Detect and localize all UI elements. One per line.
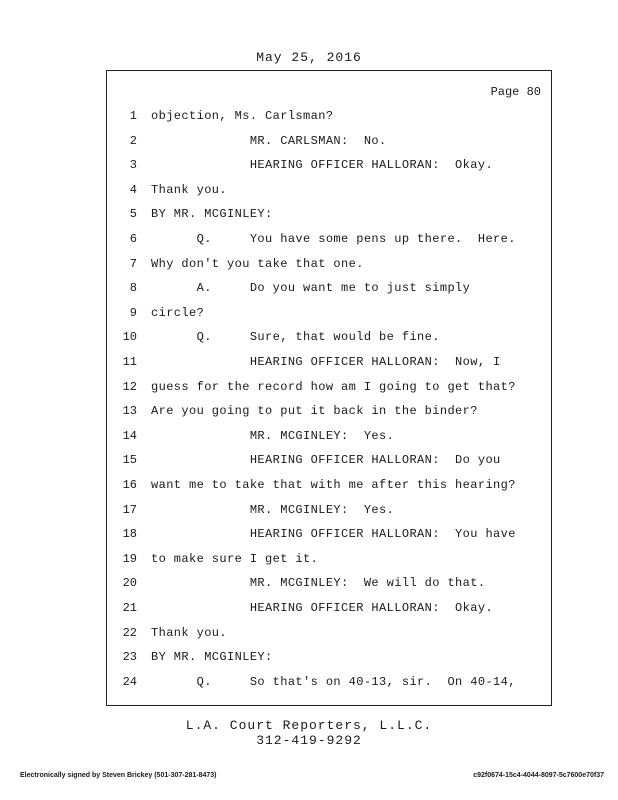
line-number: 8 <box>129 281 137 296</box>
line-number: 2 <box>129 133 137 148</box>
transcript-line: BY MR. MCGINLEY: <box>151 207 273 222</box>
line-number: 17 <box>122 502 137 517</box>
transcript-line: Q. So that's on 40-13, sir. On 40-14, <box>151 674 516 689</box>
electronic-signature: Electronically signed by Steven Brickey (501-307-281-8473) <box>20 772 217 779</box>
transcript-line: want me to take that with me after this hearing? <box>151 478 516 492</box>
line-number: 1 <box>129 109 137 123</box>
transcript-line: Q. Sure, that would be fine. <box>151 330 440 345</box>
line-number: 19 <box>122 551 137 566</box>
transcript-line: objection, Ms. Carlsman? <box>151 109 334 123</box>
transcript-line: to make sure I get it. <box>151 551 319 566</box>
line-number: 24 <box>122 674 137 689</box>
line-number: 6 <box>129 232 137 246</box>
transcript-line: Thank you. <box>151 182 228 197</box>
transcript-line: HEARING OFFICER HALLORAN: Now, I <box>151 355 501 369</box>
transcript-line: BY MR. MCGINLEY: <box>151 650 273 665</box>
court-reporter-name: L.A. Court Reporters, L.L.C. <box>185 718 433 733</box>
transcript-line: HEARING OFFICER HALLORAN: Okay. <box>151 158 494 173</box>
document-id: c92f0674-15c4-4044-8097-5c7600e70f37 <box>473 772 604 779</box>
transcript-line: MR. MCGINLEY: Yes. <box>151 428 395 443</box>
line-number: 7 <box>129 256 137 271</box>
transcript-line: A. Do you want me to just simply <box>151 281 471 296</box>
transcript-line: HEARING OFFICER HALLORAN: Do you <box>151 453 501 468</box>
page-number: Page 80 <box>490 85 541 99</box>
transcript-line: Are you going to put it back in the binder? <box>151 404 478 419</box>
transcript-page-frame <box>106 70 552 706</box>
transcript-date: May 25, 2016 <box>256 50 362 65</box>
line-number: 5 <box>129 207 137 222</box>
transcript-line: MR. MCGINLEY: Yes. <box>151 502 395 517</box>
line-number: 3 <box>129 158 137 173</box>
transcript-line: circle? <box>151 305 205 320</box>
line-number: 15 <box>122 453 137 468</box>
line-number: 22 <box>122 625 137 640</box>
transcript-line: MR. CARLSMAN: No. <box>151 133 387 148</box>
court-reporter-phone: 312-419-9292 <box>256 733 362 748</box>
transcript-line: MR. MCGINLEY: We will do that. <box>151 576 486 591</box>
line-number: 14 <box>122 428 137 443</box>
transcript-line: HEARING OFFICER HALLORAN: You have <box>151 527 516 542</box>
transcript-line: HEARING OFFICER HALLORAN: Okay. <box>151 601 494 615</box>
transcript-line: Q. You have some pens up there. Here. <box>151 232 516 246</box>
line-number: 4 <box>129 182 137 197</box>
line-number: 13 <box>122 404 137 419</box>
line-number: 16 <box>122 478 137 492</box>
line-number: 11 <box>122 355 137 369</box>
line-number: 21 <box>122 601 137 615</box>
line-number: 10 <box>122 330 137 345</box>
transcript-line: Why don't you take that one. <box>151 256 364 271</box>
line-number: 18 <box>122 527 137 542</box>
transcript-line: Thank you. <box>151 625 228 640</box>
transcript-line: guess for the record how am I going to get that? <box>151 379 516 394</box>
line-number: 20 <box>122 576 137 591</box>
line-number: 12 <box>122 379 137 394</box>
line-number: 9 <box>129 305 137 320</box>
line-number: 23 <box>122 650 137 665</box>
